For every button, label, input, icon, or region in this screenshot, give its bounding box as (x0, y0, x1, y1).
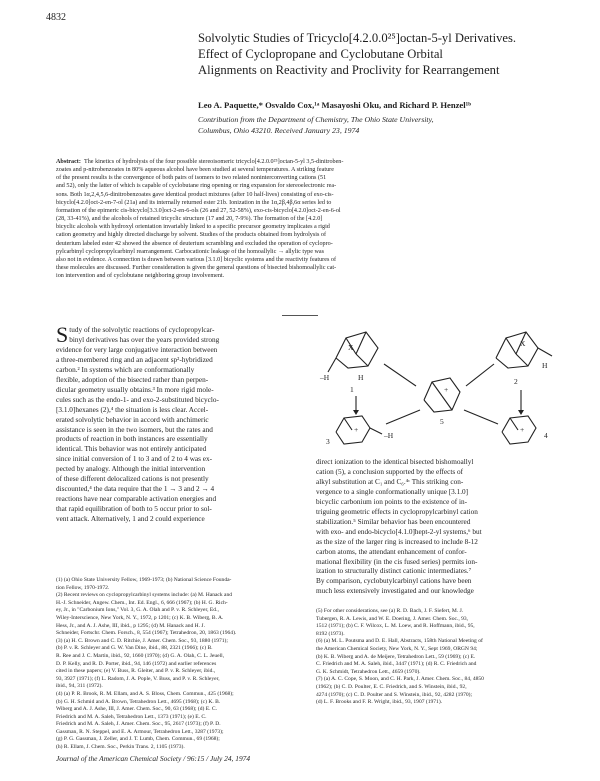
footnote-line: 4274 (1970); (c) C. D. Poulter and S. Winstein, ibid., 92, 4282 (1970); (316, 691, 473, 698)
body-line: discounted,⁴ the data require that the 1 → 3 and 2 → 4 (56, 485, 215, 494)
reaction-arrow (466, 364, 494, 386)
body-line: dicular geometry usually obtains.³ In more rigid mole- (56, 385, 214, 394)
body-line: tudy of the solvolytic reactions of cyclopropylcar- (69, 326, 215, 334)
drop-cap: S (56, 322, 69, 347)
title-line: Alignments on Reactivity and Proclivity for Rearrangement (198, 63, 500, 77)
footnote-line: (5) For other considerations, see (a) R. D. Bach, J. F. Siefert, M. J. (316, 608, 464, 614)
footnote-line: R. Ree and J. C. Martin, ibid., 92, 1660 (1970); (d) G. A. Olah, C. L. Jeuell, (56, 652, 225, 659)
footnote-line: Tubergen, R. A. Lewis, and W. E. Doering, J. Amer. Chem. Soc., 93, (316, 615, 469, 622)
scheme-label: X (348, 343, 354, 352)
footnote-line: Friedrich and M. A. Saleh, J. Amer. Chem. Soc., 95, 2617 (1973); (f) P. D. (56, 721, 221, 728)
scheme-label: –H (384, 431, 394, 440)
footnote-line: the American Chemical Society, New York, N. Y., Sept 1969, ORGN 94; (316, 645, 478, 652)
footnote-line: Hess, Jr., and A. J. Ashe, III, ibid., p 1295; (d) M. Hanack and H. J. (56, 622, 205, 629)
abstract-line: bicyclo[4.2.0]oct-2-en-7-ol (21a) and its internally returned ester 21b. Ionization in the 1α,2β,4β,6α series led to (56, 199, 332, 206)
footnote-line: (h) R. Ellam, J. Chem. Soc., Perkin Trans. 2, 1105 (1973). (56, 744, 185, 751)
body-line: since initial conversion of 1 to 3 and of 2 to 4 was ex- (56, 455, 213, 464)
body-line: evidence for very large conjugative interaction between (56, 345, 218, 354)
body-line: alkyl substitution at C₁ and C₆.⁴ᶜ This striking con- (316, 477, 464, 486)
footnotes-right (316, 608, 566, 707)
abstract-line: and 52), only the latter of which is capable of cyclobutane ring opening or ring expansion for stereoelectronic rea- (56, 183, 337, 190)
scheme-label: 2 (514, 377, 518, 386)
scheme-label: H (542, 361, 548, 370)
footnote-line: (6) (a) M. L. Poutsma and D. E. Hall, Abstracts, 158th National Meeting of (316, 638, 483, 645)
body-line: vent attack. Alternatively, 1 and 2 could experience (56, 515, 205, 524)
body-line: of these different delocalized cations is not presently (56, 475, 209, 484)
scheme-label: 3 (326, 437, 330, 446)
reaction-arrow (384, 364, 416, 386)
abstract-line: (28, 33-41%), and the alcohols of retained tricyclic structure (17 and 20, 7-9%). The formation of the [4.2.0] (56, 216, 323, 223)
reaction-arrow (386, 410, 420, 424)
footnote-line: (4) (a) P. R. Brook, R. M. Ellam, and A. S. Bloss, Chem. Commun., 425 (1968); (56, 690, 234, 697)
abstract-line: zoates and p-nitrobenzoates in 80% aqueous alcohol have been studied at several temperatures. A striking feature (56, 167, 334, 174)
abstract-line: formation of the epimeric cis-bicyclo[3.3.0]oct-2-en-6-ols (26 and 27, 52-58%), exo-cis-bicyclo[4.2.0]oct-2-en-6-ol (56, 207, 341, 214)
body-line: cules such as the endo-1- and exo-2-substituted bicyclo- (56, 395, 219, 404)
scheme-label: 5 (440, 417, 444, 426)
scheme-label: H (358, 373, 364, 382)
footnote-line: (1) (a) Ohio State University Fellow, 1969-1973; (b) National Science Founda- (56, 577, 232, 583)
structure-5 (424, 378, 460, 426)
abstract-line: also not in evidence. A connection is drawn between various [3.1.0] bicyclic systems and the reactivity features of (56, 256, 336, 263)
body-line: pected by analogy. Although the initial intervention (56, 465, 206, 474)
footnote-line: C. Friedrich and M. A. Saleh, ibid., 3447 (1971); (d) R. C. Friedrich and (316, 661, 477, 668)
body-line: with exo- and endo-bicyclo[4.1.0]hept-2-yl systems,⁶ but (316, 527, 482, 536)
body-line: stabilization.⁵ Similar behavior has been encountered (316, 517, 471, 526)
body-line: [3.1.0]hexanes (2),⁴ the situation is less clear. Accel- (56, 405, 209, 414)
article-title (198, 30, 568, 78)
abstract-line: cation geometry and highly directed discharge by solvent. Studies of the products obtained from hydrolysis of (56, 232, 327, 239)
scheme-label: + (444, 385, 449, 394)
abstract-label: Abstract: (56, 159, 81, 165)
footnote-line: D. P. Kelly, and R. D. Porter, ibid., 94, 146 (1972) and earlier references (56, 660, 217, 667)
body-text-left-column (56, 322, 304, 525)
body-line: carbon atoms, the attendant enhancement of confor- (316, 547, 467, 556)
scheme-label: X (520, 339, 526, 348)
body-line: as the size of the larger ring is increased to include 8-12 (316, 537, 478, 546)
body-line: By comparison, cyclobutylcarbinyl cations have been (316, 577, 472, 586)
body-line: vergence to a single conformationally unique [3.1.0] (316, 487, 469, 496)
footnote-line: (d) L. F. Brooks and F. R. Wright, ibid., 93, 1907 (1971). (316, 699, 443, 706)
abstract-line: bicyclic alcohols with hydroxyl orientation invariably linked to a specific precursor geometry implicates a rigid (56, 224, 330, 231)
arrow-head (353, 410, 359, 415)
footnote-line: (1962); (b) C. D. Poulter, E. C. Friedrich, and S. Winstein, ibid., 92, (316, 683, 467, 690)
footnote-line: (b) K. B. Wiberg and A. de Meijere, Tetrahedron Lett., 59 (1969); (c) E. (316, 653, 476, 660)
body-line: ization to structurally distinct cationic intermediates.⁷ (316, 567, 472, 576)
affiliation-line: Columbus, Ohio 43210. Received January 23, 1974 (198, 125, 360, 135)
footnote-line: 1512 (1971); (b) C. F. Wilcox, L. M. Loew, and R. Hoffmann, ibid., 95, (316, 623, 475, 630)
footnote-line: (3) (a) H. C. Brown and C. D. Ritchie, J. Amer. Chem. Soc., 93, 1880 (1971); (56, 637, 228, 644)
structure-1 (319, 332, 378, 394)
structure-3 (326, 416, 394, 446)
body-line: reactions have near comparable activation energies and (56, 495, 217, 504)
abstract-line: sons. Both 1α,2,4,5,6-dinitrobenzoates gave identical product mixtures (after 10 half-lives) consisting of exo-cis- (56, 191, 334, 198)
footnote-line: tion Fellow, 1970-1972. (56, 584, 110, 591)
body-line: products of reaction in both instances are essentially (56, 435, 208, 444)
footnote-line: Friedrich and M. A. Saleh, Tetrahedron Lett., 1373 (1971); (e) E. C. (56, 713, 207, 720)
body-line: erated solvolytic behavior in accord with anchimeric (56, 415, 209, 424)
page-number: 4832 (46, 12, 66, 23)
body-line: bicyclic carbonium ion points to the existence of in- (316, 497, 468, 506)
body-line: binyl derivatives has over the years provided strong (69, 335, 220, 344)
scheme-label: –H (320, 373, 330, 382)
arrow-head (518, 410, 524, 415)
body-line: identical. This behavior was not entirely anticipated (56, 445, 207, 454)
section-divider (282, 315, 318, 316)
footnote-line: G. K. Schmidt, Tetrahedron Lett., 4659 (1970). (316, 668, 421, 675)
body-line: a three-membered ring and an adjacent sp²-hybridized (56, 355, 213, 364)
body-line: assistance is seen in the two isomers, but the rates and (56, 425, 213, 434)
footnote-line: cited in these papers; (e) V. Buss, R. Gleiter, and P. v. R. Schleyer, ibid., (56, 668, 216, 675)
author-list: Leo A. Paquette,* Osvaldo Cox,¹ᵃ Masayoshi Oku, and Richard P. Henzel¹ᵇ (198, 100, 471, 110)
abstract (56, 158, 576, 280)
body-line: mational flexibility (in the cis fused series) permits ion- (316, 557, 478, 566)
footnote-line: (b) P. v. R. Schleyer and G. W. Van Dine, ibid., 88, 2321 (1966); (c) B. (56, 645, 213, 652)
footnote-line: Wiley-Interscience, New York, N. Y., 1972, p 1201; (c) K. B. Wiberg, B. A. (56, 614, 224, 621)
body-line: triguing geometric effects in cyclopropylcarbinyl cation (316, 507, 478, 516)
body-line: cation (5), a conclusion supported by the effects of (316, 467, 464, 476)
footnote-line: 93, 3927 (1971); (f) L. Radom, J. A. Pople, V. Buss, and P. v. R. Schleyer, (56, 675, 220, 682)
reaction-arrow (464, 410, 498, 424)
body-line: direct ionization to the identical bisected bishomoallyl (316, 458, 474, 466)
body-line: flexible, adoption of the bisected rather than perpen- (56, 375, 209, 384)
abstract-line: these molecules are discussed. Further consideration is given the general questions of bisected bishomoallylic cat- (56, 265, 337, 272)
affiliation (198, 115, 568, 136)
footnote-line: Wiberg and A. J. Ashe, III, J. Amer. Chem. Soc., 90, 63 (1968); (d) E. C. (56, 706, 217, 713)
footnote-line: (2) Recent reviews on cyclopropylcarbinyl systems include: (a) M. Hanack and (56, 592, 233, 599)
scheme-label: + (520, 425, 525, 434)
footnote-line: (b) G. H. Schmid and A. Brown, Tetrahedron Lett., 4695 (1968); (c) K. B. (56, 698, 221, 705)
abstract-line: of the present results is the convergence of both pairs of isomers to two related noninterconverting cations (51 (56, 175, 327, 182)
body-line: much less extensively investigated and our knowledge (316, 587, 474, 596)
scheme-label: 1 (350, 385, 354, 394)
footnote-line: (7) (a) A. C. Cope, S. Moon, and C. H. Park, J. Amer. Chem. Soc., 84, 4850 (316, 676, 484, 683)
title-line: Solvolytic Studies of Tricyclo[4.2.0.0²⁵]octan-5-yl Derivatives. (198, 31, 517, 45)
abstract-line-text: The kinetics of hydrolysis of the four possible stereoisomeric tricyclo[4.2.0.0²⁵]octan-5-yl 3,5-dinitroben- (83, 159, 344, 165)
abstract-line: deuterium labeled ester 42 showed the absence of deuterium scrambling and excluded the operation of cyclopro- (56, 240, 333, 247)
scheme-label: + (354, 425, 359, 434)
journal-footer: Journal of the American Chemical Society / 96:15 / July 24, 1974 (56, 754, 251, 763)
title-line: Effect of Cyclopropane and Cyclobutane Orbital (198, 47, 443, 61)
reaction-scheme (316, 320, 566, 452)
body-line: that rapid equilibration of both to 5 occur prior to sol- (56, 505, 212, 514)
abstract-line: pylcarbinyl cyclopropylcarbinyl rearrangement. Carbocationic leakage of the homoallylic → allylic type was (56, 248, 325, 255)
footnote-line: H.-J. Schneider, Angew. Chem., Int. Ed. Engl., 6, 666 (1967); (b) H. G. Rich- (56, 599, 228, 606)
footnote-line: ey, Jr., in "Carbonium Ions," Vol. 3, G. A. Olah and P. v. R. Schleyer, Ed., (56, 607, 219, 614)
footnote-line: 8192 (1973). (316, 630, 345, 637)
footnote-line: (g) P. G. Gassman, J. Zeller, and J. T. Lumb, Chem. Commun., 69 (1968); (56, 736, 220, 743)
footnote-line: Gassman, R. N. Steppel, and E. A. Armour, Tetrahedron Lett., 3287 (1973); (56, 728, 224, 735)
footnote-line: ibid., 94, 311 (1972). (56, 683, 103, 690)
footnote-line: Schneider, Fortschr. Chem. Forsch., 8, 554 (1967); Tetrahedron, 20, 1863 (1964). (56, 630, 237, 637)
body-line: carbon.² In systems which are conformationally (56, 365, 195, 374)
body-text-right-column (316, 458, 566, 597)
affiliation-line: Contribution from the Department of Chemistry, The Ohio State University, (198, 115, 434, 124)
structure-2 (496, 332, 552, 386)
footnotes-left (56, 577, 304, 752)
scheme-label: 4 (544, 431, 548, 440)
abstract-line (56, 158, 576, 166)
abstract-line: ion intervention and of cyclobutane neighboring group involvement. (56, 273, 225, 280)
structure-4 (502, 416, 548, 444)
